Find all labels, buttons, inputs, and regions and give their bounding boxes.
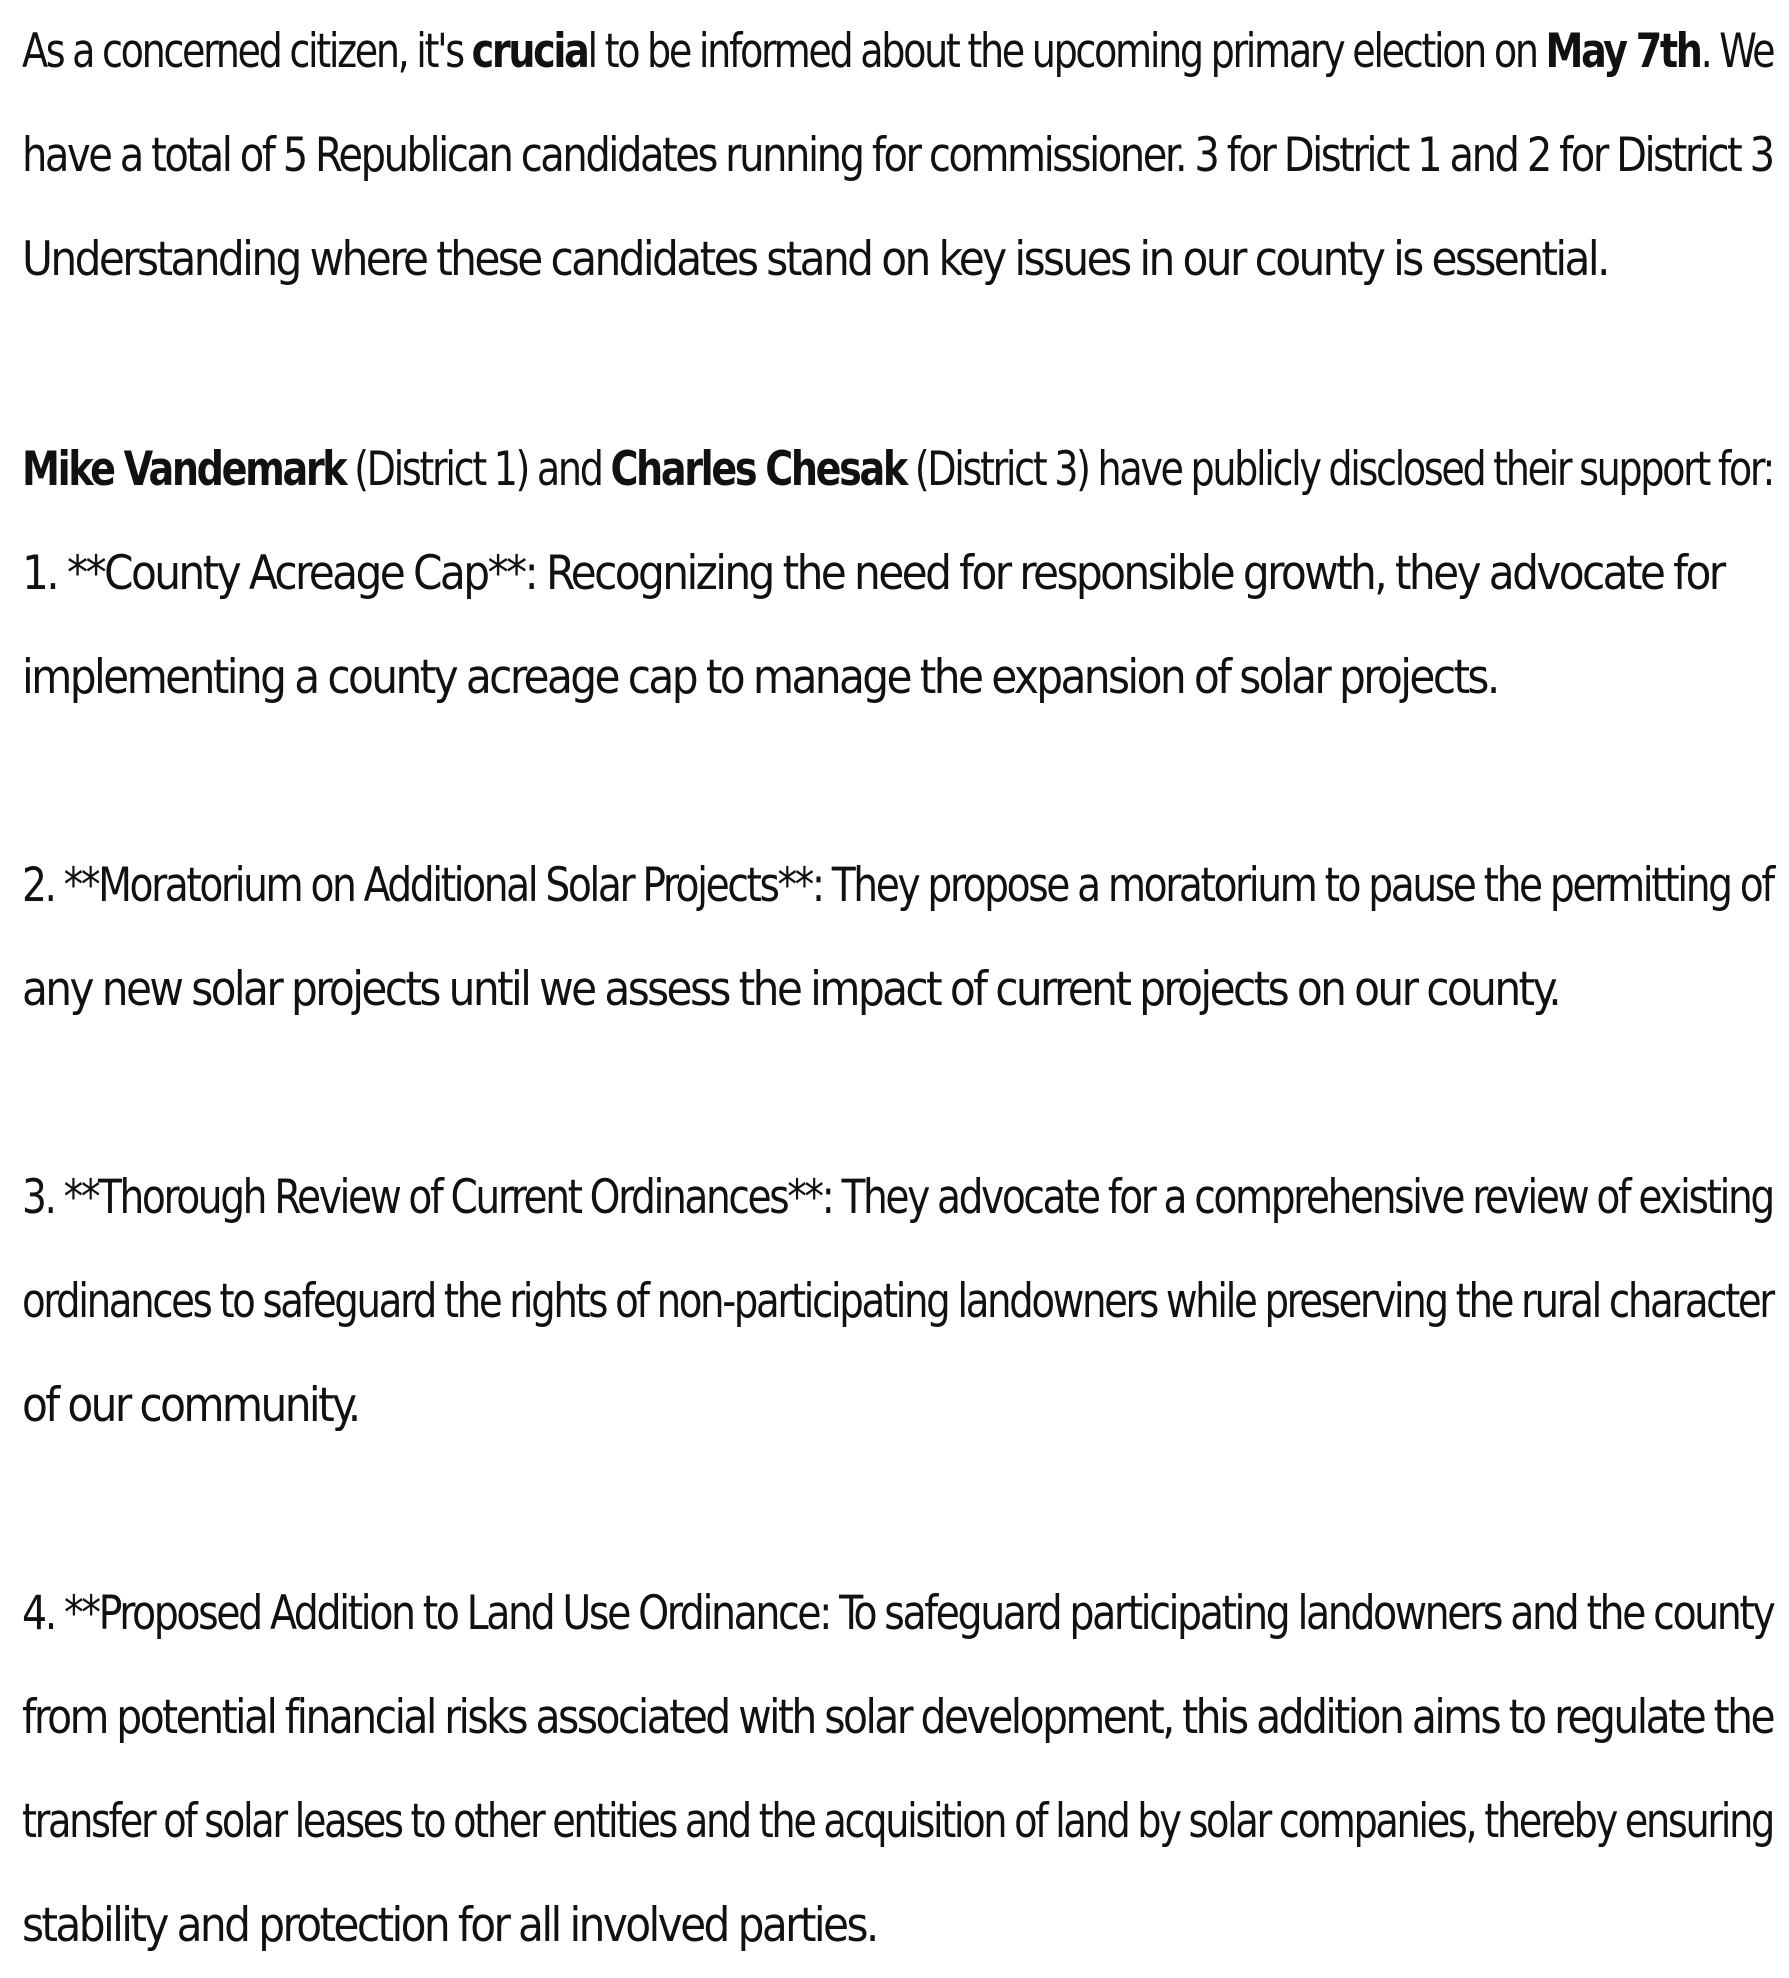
emphasis-crucial: crucia bbox=[471, 24, 588, 79]
item4-paragraph bbox=[22, 1562, 1773, 1978]
item3-line-1: 3. **Thorough Review of Current Ordinances**: They advocate for a comprehensive review of existing bbox=[22, 1170, 1773, 1225]
item2-line-2: any new solar projects until we assess the impact of current projects on our county. bbox=[22, 962, 1560, 1017]
item4-line-2: from potential financial risks associated with solar development, this addition aims to regulate the bbox=[22, 1690, 1774, 1745]
support-text: (District 1) and bbox=[345, 442, 611, 497]
support-line bbox=[22, 418, 1773, 522]
item4-line-4: stability and protection for all involved parties. bbox=[22, 1898, 877, 1953]
item2-line-1: 2. **Moratorium on Additional Solar Projects**: They propose a moratorium to pause the permitting of bbox=[22, 858, 1773, 913]
intro-text: l to be informed about the upcoming primary election on bbox=[587, 24, 1546, 79]
intro-line-2: have a total of 5 Republican candidates running for commissioner. 3 for District 1 and 2 for District 3 bbox=[22, 128, 1773, 183]
intro-line-3: Understanding where these candidates stand on key issues in our county is essential. bbox=[22, 232, 1608, 287]
item1-line-2: implementing a county acreage cap to manage the expansion of solar projects. bbox=[22, 650, 1498, 705]
candidate-name: Mike Vandemark bbox=[22, 442, 346, 497]
support-paragraph bbox=[22, 418, 1773, 730]
item3-line-3: of our community. bbox=[22, 1378, 359, 1433]
item4-line-3: transfer of solar leases to other entities and the acquisition of land by solar companies, thereby ensuring bbox=[22, 1794, 1773, 1849]
election-date: May 7th bbox=[1545, 24, 1701, 79]
item3-line-2: ordinances to safeguard the rights of non-participating landowners while preserving the rural character bbox=[22, 1274, 1773, 1329]
item2-paragraph bbox=[22, 834, 1773, 1042]
item1-line-1: 1. **County Acreage Cap**: Recognizing the need for responsible growth, they advocate for bbox=[22, 546, 1724, 601]
intro-paragraph bbox=[22, 0, 1773, 312]
intro-line-1 bbox=[22, 0, 1774, 104]
support-text: (District 3) have publicly disclosed their support for: bbox=[905, 442, 1773, 497]
item4-line-1: 4. **Proposed Addition to Land Use Ordinance: To safeguard participating landowners and the county bbox=[22, 1586, 1774, 1641]
item3-paragraph bbox=[22, 1146, 1773, 1458]
intro-text: As a concerned citizen, it's bbox=[22, 24, 472, 79]
candidate-name: Charles Chesak bbox=[610, 442, 906, 497]
intro-text: . We bbox=[1700, 24, 1774, 79]
